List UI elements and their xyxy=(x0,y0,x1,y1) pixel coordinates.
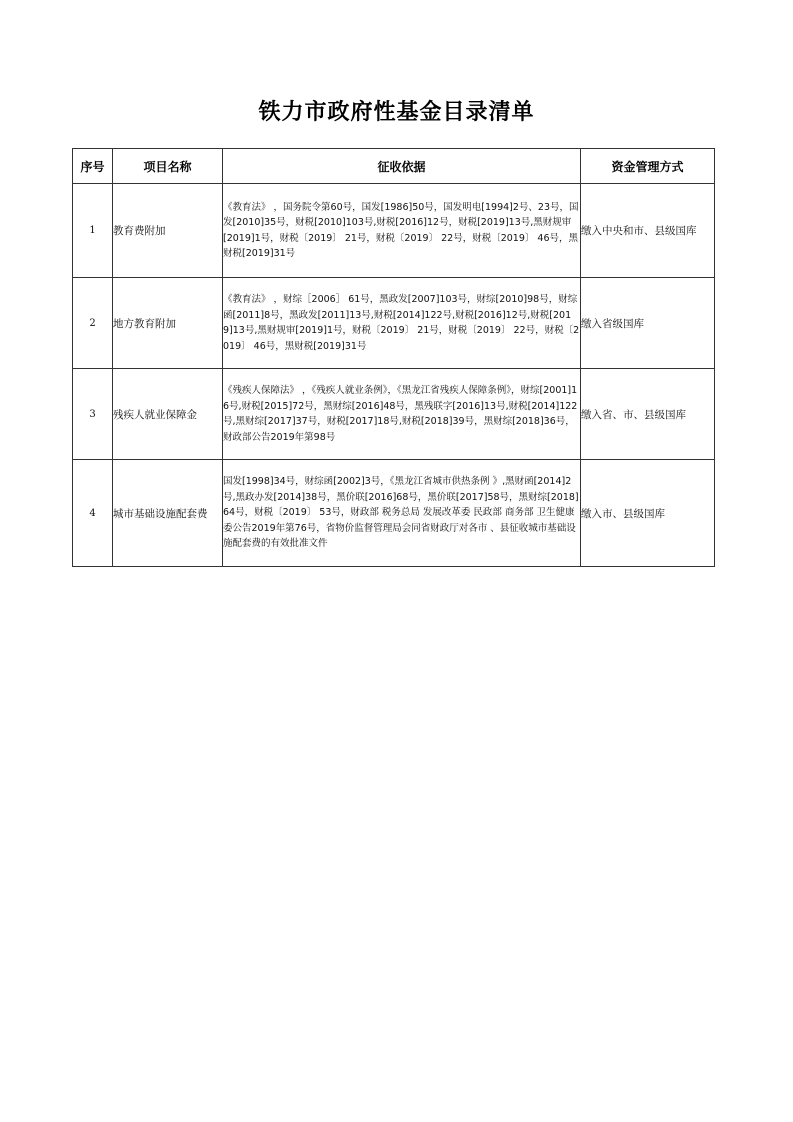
header-name: 项目名称 xyxy=(113,149,223,184)
row-name: 城市基础设施配套费 xyxy=(113,460,223,567)
table-row xyxy=(73,278,715,369)
header-seq: 序号 xyxy=(73,149,113,184)
table-row xyxy=(73,184,715,278)
row-name: 残疾人就业保障金 xyxy=(113,369,223,460)
row-seq: 1 xyxy=(73,184,113,278)
row-name: 地方教育附加 xyxy=(113,278,223,369)
row-basis: 《残疾人保障法》 ，《残疾人就业条例》，《黑龙江省残疾人保障条例》，财综[2001]16号,财税[2015]72号，黑财综[2016]48号，黑残联字[2016]13号,财税[2014]122号,黑财综[2017]37号，财税[2017]18号,财税[2018]39号，黑财综[2018]36号，财政部公告2019年第98号 xyxy=(223,369,581,460)
row-mgmt: 缴入省级国库 xyxy=(581,278,715,369)
row-mgmt: 缴入中央和市、县级国库 xyxy=(581,184,715,278)
row-seq: 3 xyxy=(73,369,113,460)
page-title: 铁力市政府性基金目录清单 xyxy=(258,100,535,125)
row-mgmt: 缴入省、市、县级国库 xyxy=(581,369,715,460)
row-seq: 4 xyxy=(73,460,113,567)
header-mgmt: 资金管理方式 xyxy=(581,149,715,184)
row-mgmt: 缴入市、县级国库 xyxy=(581,460,715,567)
row-seq: 2 xyxy=(73,278,113,369)
table-row xyxy=(73,460,715,567)
table-row xyxy=(73,369,715,460)
row-basis: 国发[1998]34号，财综函[2002]3号，《黑龙江省城市供热条例 》,黑财函[2014]2号,黑政办发[2014]38号，黑价联[2016]68号，黑价联[2017]58号，黑财综[2018]64号，财税〔2019〕 53号，财政部 税务总局 发展改革委 民政部 商务部 卫生健康委公告2019年第76号，省物价监督管理局会同省财政厅对各市 、县征收城市基础设施配套费的有效批准文件 xyxy=(223,460,581,567)
row-basis: 《教育法》 ，财综［2006］ 61号，黑政发[2007]103号，财综[2010]98号，财综函[2011]8号，黑政发[2011]13号,财税[2014]122号,财税[2016]12号,财税[2019]13号,黑财规审[2019]1号，财税〔2019〕 21号，财税〔2019〕 22号，财税〔2019〕 46号，黑财税[2019]31号 xyxy=(223,278,581,369)
header-basis: 征收依据 xyxy=(223,149,581,184)
row-name: 教育费附加 xyxy=(113,184,223,278)
table-header-row xyxy=(73,149,715,184)
row-basis: 《教育法》 ，国务院令第60号，国发[1986]50号，国发明电[1994]2号、23号，国发[2010]35号，财税[2010]103号,财税[2016]12号，财税[2019]13号,黑财规审[2019]1号，财税〔2019〕 21号，财税〔2019〕 22号，财税〔2019〕 46号，黑财税[2019]31号 xyxy=(223,184,581,278)
fund-catalog-table xyxy=(72,148,715,567)
